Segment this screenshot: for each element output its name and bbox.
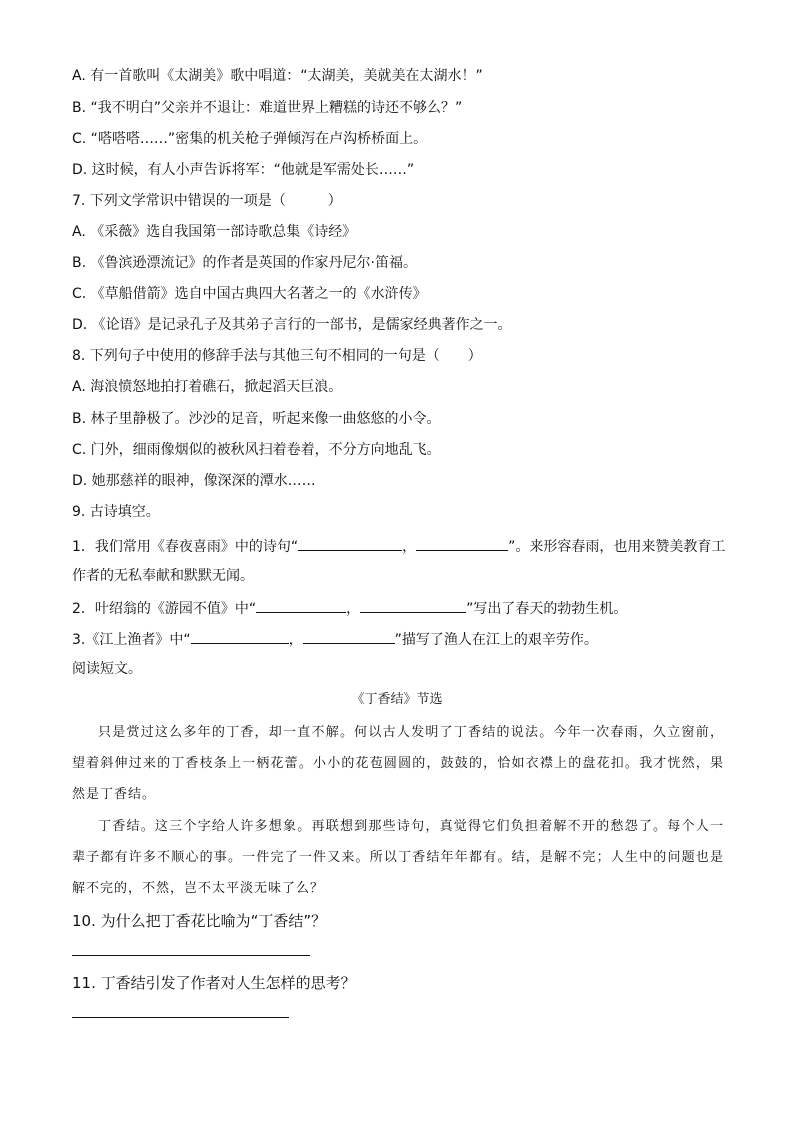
- q8-option-a: A. 海浪愤怒地拍打着礁石，掀起滔天巨浪。: [72, 379, 343, 395]
- q6-option-a: A. 有一首歌叫《太湖美》歌中唱道：“太湖美，美就美在太湖水！”: [72, 68, 483, 84]
- fill-blank-2b[interactable]: [360, 597, 466, 613]
- q9-item2-comma: ，: [346, 601, 361, 617]
- q8-option-d: D. 她那慈祥的眼神，像深深的潭水……: [72, 473, 316, 489]
- q10-answer-line[interactable]: [72, 955, 310, 956]
- q9-item-3: [72, 628, 598, 650]
- passage-paragraph-2: 丁香结。这三个字给人许多想象。再联想到那些诗句，真觉得它们负担着解不开的愁怨了。每个人一辈子都有许多不顺心的事。一件完了一件又来。所以丁香结年年都有。结，是解不完；人生中的问题也是解不完的，不然，岂不太平淡无味了么？: [72, 819, 724, 896]
- q11-answer-line[interactable]: [72, 1017, 289, 1018]
- q6-option-c: C. “嗒嗒嗒……”密集的机关枪子弹倾泻在卢沟桥桥面上。: [72, 131, 428, 147]
- q9-item-2: [72, 597, 627, 619]
- q6-option-d: D. 这时候，有人小声告诉将军：“他就是军需处长……”: [72, 162, 415, 178]
- q7-stem: 7. 下列文学常识中错误的一项是（ ）: [72, 193, 342, 209]
- q9-stem: 9. 古诗填空。: [72, 504, 160, 520]
- q9-item1-suffix: ”。来形容春雨，也用来赞美教育工: [508, 539, 726, 555]
- q9-item-1: [72, 535, 725, 557]
- q7-option-b: B. 《鲁滨逊漂流记》的作者是英国的作家丹尼尔·笛福。: [72, 255, 417, 271]
- passage-title: 《丁香结》节选: [351, 692, 443, 707]
- q7-option-d: D. 《论语》是记录孔子及其弟子言行的一部书，是儒家经典著作之一。: [72, 317, 512, 333]
- q9-item3-comma: ，: [288, 632, 303, 648]
- fill-blank-3b[interactable]: [303, 628, 395, 644]
- q10-stem: 10. 为什么把丁香花比喻为“丁香结”？: [72, 912, 327, 930]
- q9-item1-comma: ，: [402, 539, 417, 555]
- fill-blank-1b[interactable]: [416, 535, 508, 551]
- q9-item1-continued: 作者的无私奉献和默默无闻。: [72, 568, 254, 584]
- q9-item2-prefix: 2．叶绍翁的《游园不值》中“: [72, 601, 257, 617]
- reading-intro: 阅读短文。: [72, 661, 142, 677]
- q7-option-a: A. 《采薇》选自我国第一部诗歌总集《诗经》: [72, 224, 357, 240]
- q9-item3-prefix: 3.《江上渔者》中“: [72, 632, 191, 648]
- q9-item1-prefix: 1．我们常用《春夜喜雨》中的诗句“: [72, 539, 299, 555]
- q9-item2-suffix: ”写出了春天的勃勃生机。: [466, 601, 628, 617]
- fill-blank-3a[interactable]: [191, 628, 289, 644]
- passage-paragraph-1: 只是赏过这么多年的丁香，却一直不解。何以古人发明了丁香结的说法。今年一次春雨，久立窗前，望着斜伸过来的丁香枝条上一柄花蕾。小小的花苞圆圆的，鼓鼓的，恰如衣襟上的盘花扣。我才恍然，果然是丁香结。: [72, 725, 724, 802]
- q7-option-c: C. 《草船借箭》选自中国古典四大名著之一的《水浒传》: [72, 286, 427, 302]
- q9-item3-suffix: ”描写了渔人在江上的艰辛劳作。: [394, 632, 598, 648]
- q8-option-c: C. 门外，细雨像烟似的被秋风扫着卷着，不分方向地乱飞。: [72, 442, 441, 458]
- fill-blank-1a[interactable]: [298, 535, 402, 551]
- fill-blank-2a[interactable]: [256, 597, 346, 613]
- q8-stem: 8. 下列句子中使用的修辞手法与其他三句不相同的一句是（ ）: [72, 348, 482, 364]
- q8-option-b: B. 林子里静极了。沙沙的足音，听起来像一曲悠悠的小令。: [72, 411, 441, 427]
- q11-stem: 11. 丁香结引发了作者对人生怎样的思考？: [72, 974, 356, 992]
- q6-option-b: B. “我不明白”父亲并不退让：难道世界上糟糕的诗还不够么？”: [72, 100, 463, 116]
